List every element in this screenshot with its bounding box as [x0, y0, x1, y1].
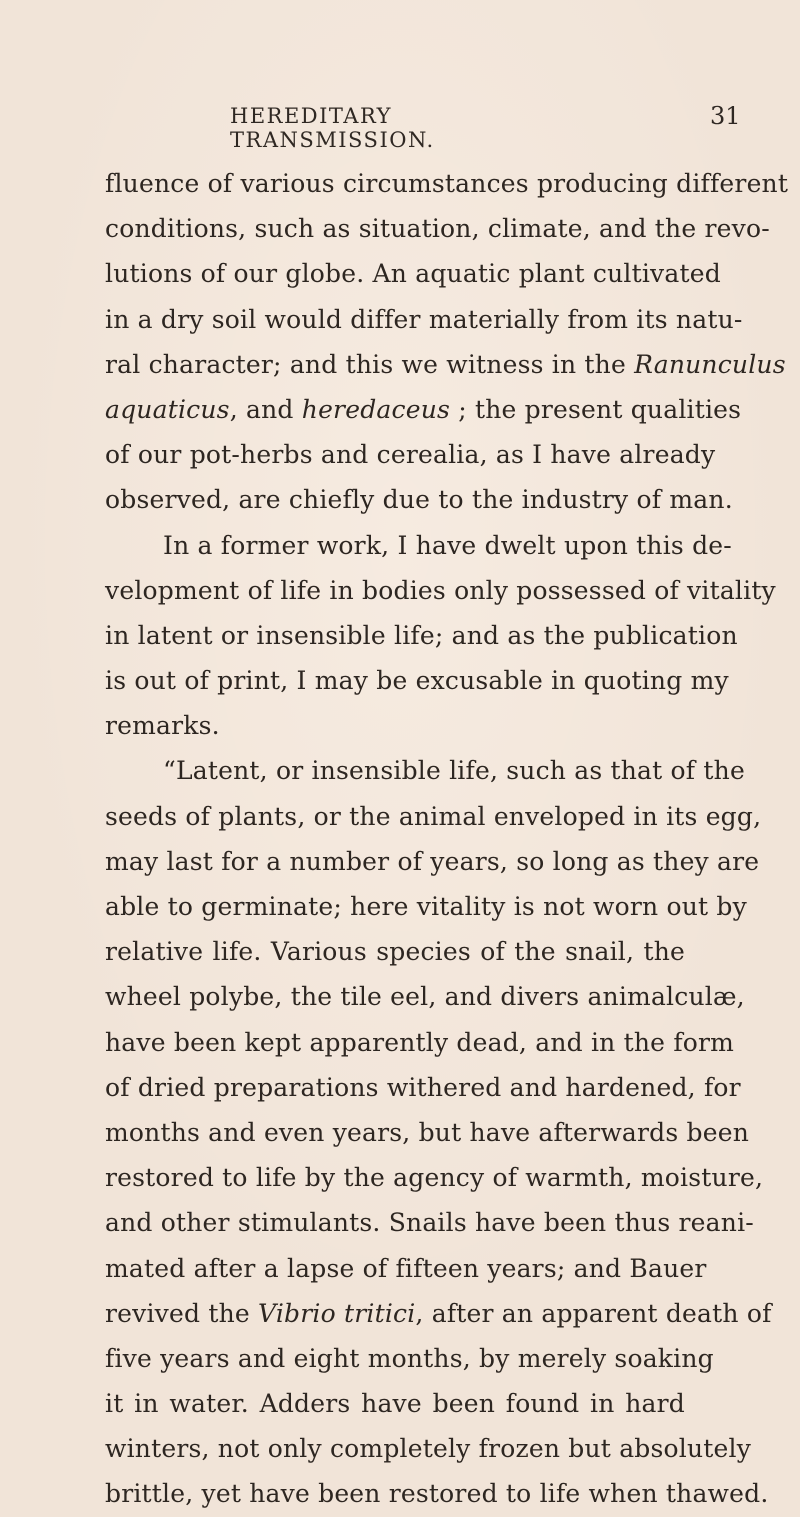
text-line: seeds of plants, or the animal enveloped in its egg, [105, 801, 762, 831]
text-line: have been kept apparently dead, and in the form [105, 1027, 735, 1057]
text-line: months and even years, but have afterwards been [105, 1117, 750, 1147]
text-line: In a former work, I have dwelt upon this de- [163, 530, 732, 560]
text-line: mated after a lapse of fifteen years; and Bauer [105, 1253, 707, 1283]
text-line: of our pot-herbs and cerealia, as I have already [105, 440, 716, 470]
text-line: five years and eight months, by merely soaking [105, 1343, 714, 1373]
text-line: is out of print, I may be excusable in quoting my [105, 666, 729, 696]
text-line: it in water. Adders have been found in hard [105, 1389, 685, 1419]
text-line: of dried preparations withered and hardened, for [105, 1072, 741, 1102]
text-line: may last for a number of years, so long as they are [105, 846, 760, 876]
text-line: restored to life by the agency of warmth, moisture, [105, 1163, 764, 1193]
body-text [105, 161, 789, 1517]
text-line: lutions of our globe. An aquatic plant cultivated [105, 259, 721, 289]
text-line: observed, are chiefly due to the industry of man. [105, 485, 733, 515]
text-line: able to germinate; here vitality is not worn out by [105, 892, 747, 921]
page-number: 31 [710, 102, 741, 130]
text-line: remarks. [105, 711, 220, 741]
text-line: relative life. Various species of the snail, the [105, 937, 685, 967]
text-line: and other stimulants. Snails have been thus reani- [105, 1208, 754, 1238]
text-line: aquaticus, and heredaceus ; the present qualities [105, 394, 742, 424]
text-line: revived the Vibrio tritici, after an apparent death of [105, 1298, 772, 1328]
text-line: in a dry soil would differ materially from its natu- [105, 304, 743, 334]
text-line: velopment of life in bodies only possessed of vitality [105, 575, 776, 605]
text-line: winters, not only completely frozen but absolutely [105, 1434, 752, 1464]
running-title: HEREDITARY TRANSMISSION. [230, 104, 435, 152]
text-line: fluence of various circumstances producing different [105, 169, 789, 198]
text-line: brittle, yet have been restored to life when thawed. [105, 1479, 769, 1509]
text-line: ral character; and this we witness in the Ranunculus [105, 349, 786, 379]
text-line: wheel polybe, the tile eel, and divers animalculæ, [105, 982, 745, 1012]
text-line: in latent or insensible life; and as the publication [105, 620, 738, 650]
text-line: conditions, such as situation, climate, and the revo- [105, 214, 770, 244]
text-line: “Latent, or insensible life, such as that of the [163, 756, 745, 786]
